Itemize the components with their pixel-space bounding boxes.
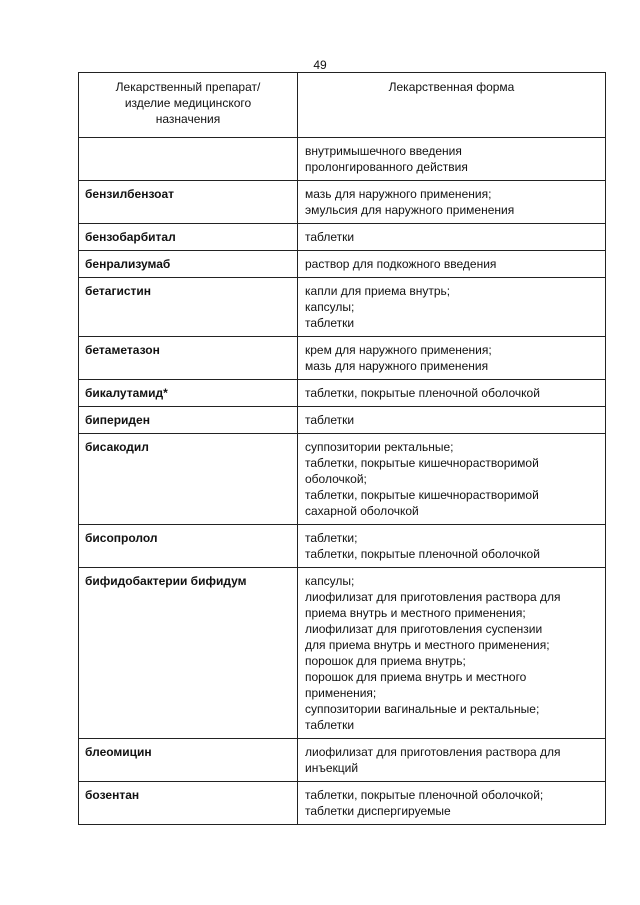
page-number: 49	[313, 58, 327, 72]
drug-name-cell	[79, 251, 298, 278]
dosage-form-line: таблетки	[305, 718, 355, 732]
drug-name-cell	[79, 782, 298, 825]
dosage-form-cell	[298, 251, 606, 278]
dosage-form-line: внутримышечного введения	[305, 144, 462, 158]
drug-name: бенрализумаб	[85, 257, 171, 271]
drug-name: бозентан	[85, 788, 140, 802]
dosage-form-line: лиофилизат для приготовления суспензии	[305, 622, 543, 636]
table-row	[79, 525, 606, 568]
drug-name-cell	[79, 380, 298, 407]
header-form-column	[298, 73, 606, 138]
drug-name: бисопролол	[85, 531, 158, 545]
dosage-form-line: таблетки диспергируемые	[305, 804, 451, 818]
dosage-form-line: приема внутрь и местного применения;	[305, 606, 526, 620]
dosage-form-line: капсулы;	[305, 300, 355, 314]
dosage-form-cell	[298, 739, 606, 782]
table-row	[79, 138, 606, 181]
dosage-form-line: таблетки;	[305, 531, 358, 545]
drug-name: бензобарбитал	[85, 230, 176, 244]
drug-name-cell	[79, 224, 298, 251]
dosage-form-line: таблетки	[305, 316, 355, 330]
dosage-form-line: суппозитории ректальные;	[305, 440, 454, 454]
drug-name-cell	[79, 181, 298, 224]
dosage-form-cell	[298, 138, 606, 181]
dosage-form-line: для приема внутрь и местного применения;	[305, 638, 550, 652]
drug-name-cell	[79, 568, 298, 739]
dosage-form-cell	[298, 434, 606, 525]
drug-name: бетагистин	[85, 284, 152, 298]
table-row	[79, 251, 606, 278]
drug-name-cell	[79, 739, 298, 782]
dosage-form-cell	[298, 782, 606, 825]
drug-table	[78, 72, 606, 825]
header-drug-column	[79, 73, 298, 138]
dosage-form-cell	[298, 337, 606, 380]
dosage-form-line: пролонгированного действия	[305, 160, 468, 174]
dosage-form-cell	[298, 278, 606, 337]
drug-name: бисакодил	[85, 440, 149, 454]
dosage-form-line: капли для приема внутрь;	[305, 284, 451, 298]
drug-name: бензилбензоат	[85, 187, 175, 201]
drug-name: бифидобактерии бифидум	[85, 574, 247, 588]
dosage-form-line: мазь для наружного применения	[305, 359, 489, 373]
table-header-row	[79, 73, 606, 138]
table-row	[79, 380, 606, 407]
table-row	[79, 782, 606, 825]
table-row	[79, 434, 606, 525]
dosage-form-line: таблетки, покрытые пленочной оболочкой	[305, 547, 540, 561]
table-row	[79, 278, 606, 337]
dosage-form-cell	[298, 181, 606, 224]
drug-name-cell	[79, 407, 298, 434]
dosage-form-cell	[298, 525, 606, 568]
dosage-form-line: применения;	[305, 686, 377, 700]
header-line: Лекарственная форма	[388, 80, 515, 94]
dosage-form-cell	[298, 407, 606, 434]
drug-name: блеомицин	[85, 745, 152, 759]
dosage-form-cell	[298, 380, 606, 407]
dosage-form-line: лиофилизат для приготовления раствора для	[305, 745, 561, 759]
dosage-form-line: суппозитории вагинальные и ректальные;	[305, 702, 540, 716]
dosage-form-line: таблетки, покрытые пленочной оболочкой;	[305, 788, 544, 802]
drug-name-cell	[79, 525, 298, 568]
table-row	[79, 337, 606, 380]
table-row	[79, 739, 606, 782]
dosage-form-line: инъекций	[305, 761, 359, 775]
dosage-form-line: лиофилизат для приготовления раствора для	[305, 590, 561, 604]
drug-name-cell	[79, 434, 298, 525]
dosage-form-line: оболочкой;	[305, 472, 367, 486]
drug-name-cell	[79, 278, 298, 337]
table-body	[79, 138, 606, 825]
table-row	[79, 568, 606, 739]
dosage-form-line: крем для наружного применения;	[305, 343, 492, 357]
dosage-form-line: раствор для подкожного введения	[305, 257, 497, 271]
table-row	[79, 224, 606, 251]
drug-name-cell	[79, 138, 298, 181]
dosage-form-line: таблетки	[305, 413, 355, 427]
drug-name: бикалутамид*	[85, 386, 168, 400]
drug-name-cell	[79, 337, 298, 380]
dosage-form-line: порошок для приема внутрь;	[305, 654, 466, 668]
dosage-form-cell	[298, 224, 606, 251]
dosage-form-cell	[298, 568, 606, 739]
header-line: изделие медицинского	[124, 96, 252, 110]
dosage-form-line: капсулы;	[305, 574, 355, 588]
drug-name: бетаметазон	[85, 343, 160, 357]
dosage-form-line: таблетки, покрытые кишечнорастворимой	[305, 488, 539, 502]
dosage-form-line: эмульсия для наружного применения	[305, 203, 515, 217]
dosage-form-line: таблетки	[305, 230, 355, 244]
dosage-form-line: таблетки, покрытые кишечнорастворимой	[305, 456, 539, 470]
dosage-form-line: таблетки, покрытые пленочной оболочкой	[305, 386, 540, 400]
dosage-form-line: мазь для наружного применения;	[305, 187, 492, 201]
table-row	[79, 407, 606, 434]
header-line: Лекарственный препарат/	[115, 80, 261, 94]
drug-name: бипериден	[85, 413, 150, 427]
header-line: назначения	[155, 112, 221, 126]
dosage-form-line: порошок для приема внутрь и местного	[305, 670, 527, 684]
dosage-form-line: сахарной оболочкой	[305, 504, 419, 518]
table-row	[79, 181, 606, 224]
